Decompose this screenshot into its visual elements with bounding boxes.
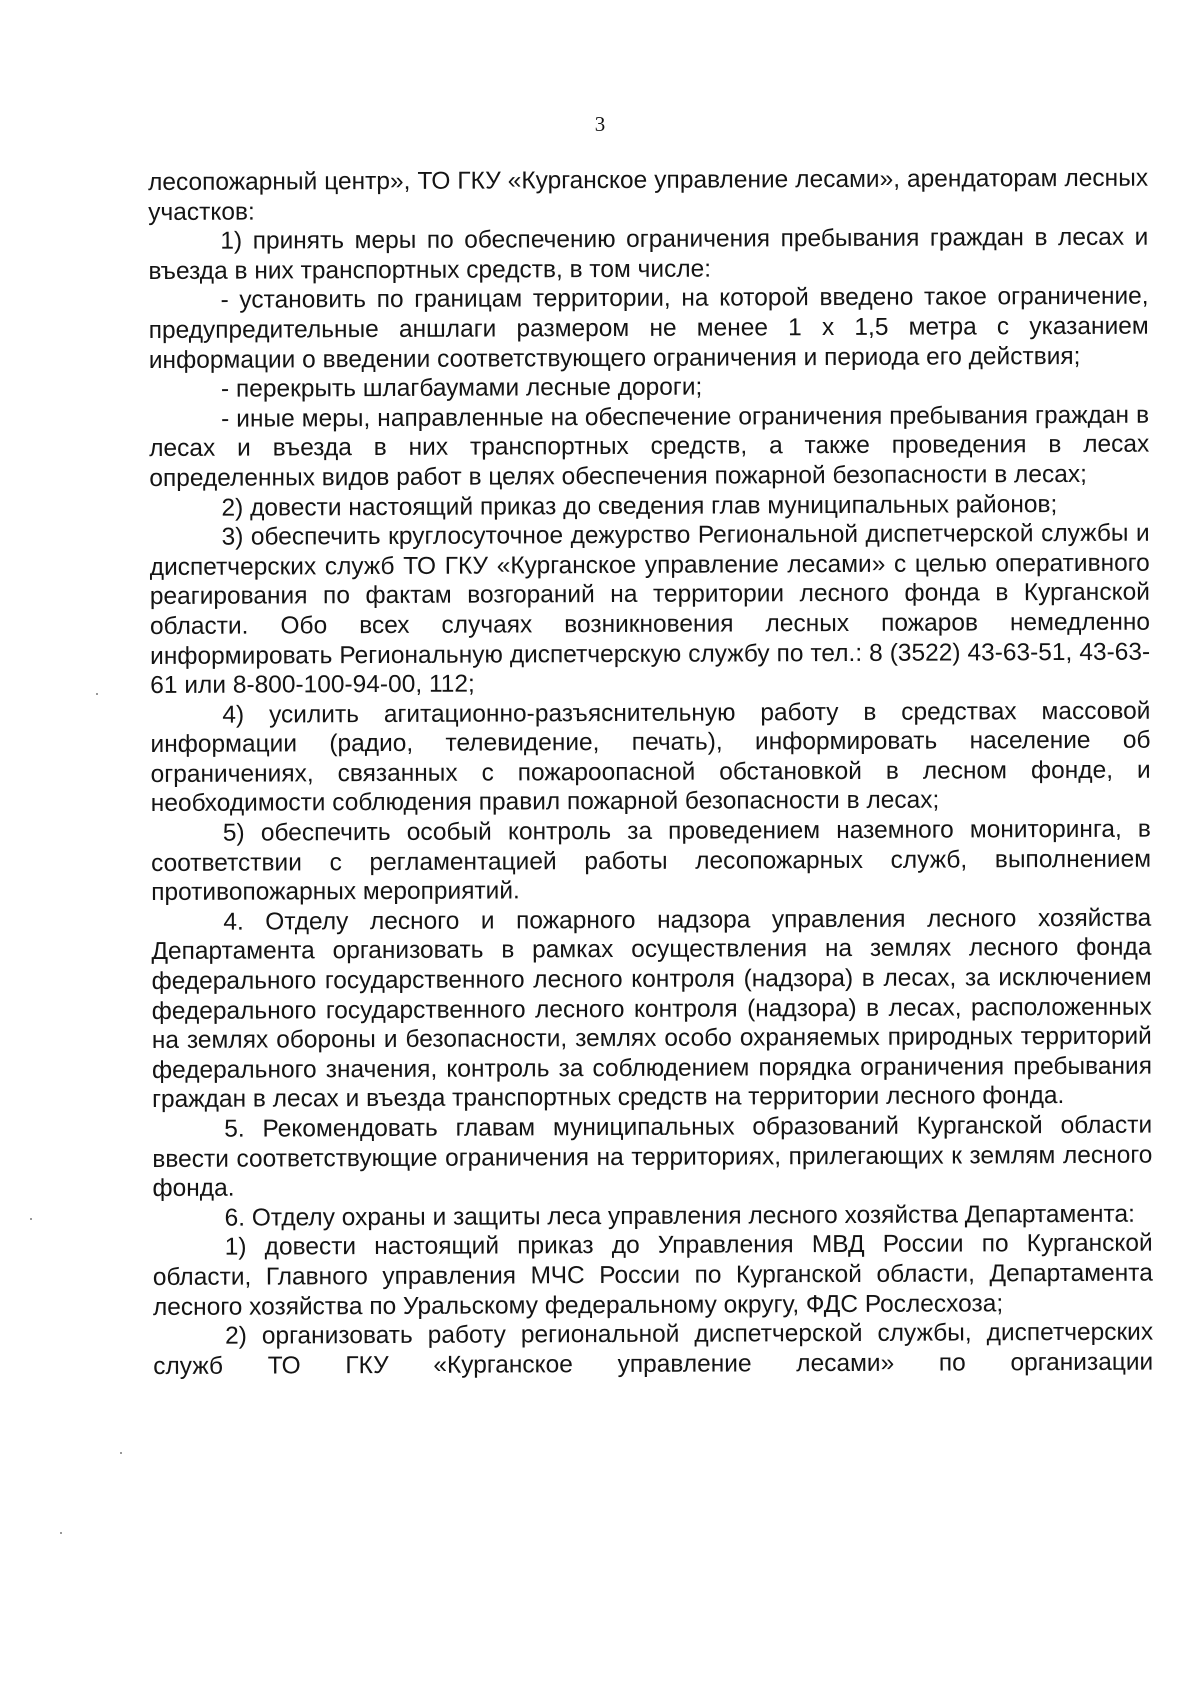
paragraph-item-2: 2) довести настоящий приказ до сведения глав муниципальных районов;	[221, 490, 1058, 522]
page-number: 3	[594, 112, 606, 136]
paragraph-section-5: 5. Рекомендовать главам муниципальных образований Курганской области ввести соответствующие ограничения на территориях, прилегающих к землям лесного фонда.	[152, 1111, 1153, 1203]
paragraph-section-6-item-1: 1) довести настоящий приказ до Управления МВД России по Курганской области, Главного управления МЧС России по Курганской области, Департамента лесного хозяйства по Уральскому федеральному округу, ФДС Рослесхоза;	[152, 1230, 1153, 1321]
paragraph-item-5: 5) обеспечить особый контроль за проведением наземного мониторинга, в соответствии с регламентацией работы лесопожарных служб, выполнением противопожарных мероприятий.	[150, 815, 1152, 907]
document-body	[148, 164, 1153, 1382]
paragraph-continuation: лесопожарный центр», ТО ГКУ «Курганское управление лесами», арендаторам лесных участков:	[148, 164, 1149, 226]
paragraph-section-6: 6. Отделу охраны и защиты леса управления лесного хозяйства Департамента:	[224, 1200, 1135, 1232]
paragraph-section-4: 4. Отделу лесного и пожарного надзора управления лесного хозяйства Департамента организовать в рамках осуществления на землях лесного фонда федерального государственного лесного контроля (надзора) в лесах, за исключением федерального государственного лесного контроля (надзора) в лесах, расположенных на землях обороны и безопасности, землях особо охраняемых природных территорий федерального значения, контроль за соблюдением порядка ограничения пребывания граждан в лесах и въезда транспортных средств на территории лесного фонда.	[151, 904, 1152, 1114]
paragraph-section-6-item-2: 2) организовать работу региональной диспетчерской службы, диспетчерских служб ТО ГКУ «Курганское управление лесами» по организации	[153, 1318, 1154, 1380]
paragraph-bullet-barriers: - перекрыть шлагбаумами лесные дороги;	[220, 373, 703, 403]
paragraph-item-4: 4) усилить агитационно-разъяснительную работу в средствах массовой информации (радио, телевидение, печать), информировать население об ограничениях, связанных с пожароопасной обстановкой в лесном фонде, и необходимости соблюдения правил пожарной безопасности в лесах;	[150, 697, 1151, 818]
paragraph-item-1: 1) принять меры по обеспечению ограничения пребывания граждан в лесах и въезда в них транспортных средств, в том числе:	[148, 223, 1149, 285]
paragraph-bullet-other-measures: - иные меры, направленные на обеспечение ограничения пребывания граждан в лесах и въезда в них транспортных средств, а также проведения в лесах определенных видов работ в целях обеспечения пожарной безопасности в лесах;	[149, 401, 1150, 492]
paragraph-item-3: 3) обеспечить круглосуточное дежурство Региональной диспетчерской службы и диспетчерских служб ТО ГКУ «Курганское управление лесами» с целью оперативного реагирования по фактам возгораний на территории лесного фонда в Курганской области. Обо всех случаях возникновения лесных пожаров немедленно информировать Региональную диспетчерскую службу по тел.: 8 (3522) 43-63-51, 43-63-61 или 8-800-100-94-00, 112;	[149, 519, 1151, 700]
paragraph-bullet-signs: - установить по границам территории, на которой введено такое ограничение, предупредительные аншлаги размером не менее 1 х 1,5 метра с указанием информации о введении соответствующего ограничения и периода его действия;	[148, 283, 1149, 374]
